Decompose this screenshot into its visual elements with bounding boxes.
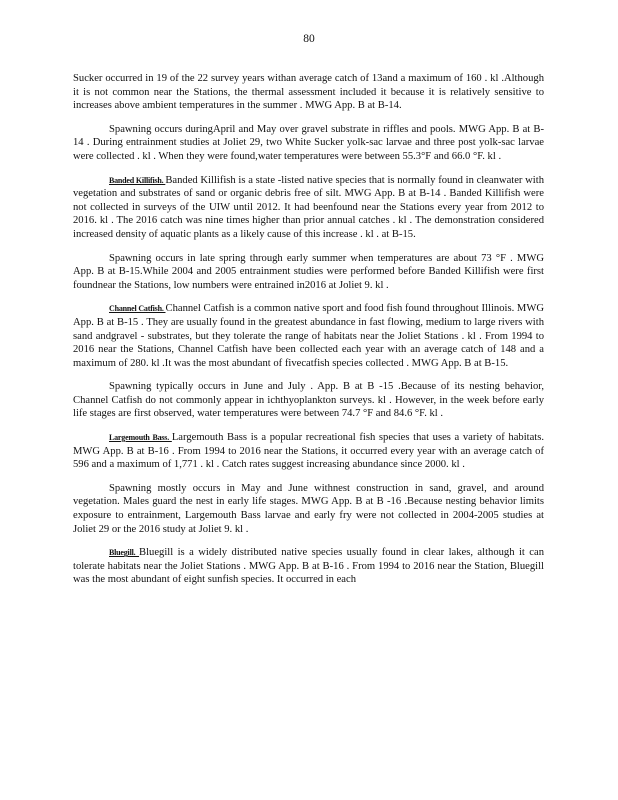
paragraph-text: Banded Killifish is a state -listed native species that is normally found in cleanwater with vegetation and substrates of sand or organic debris free of silt. MWG App. B at B-14 . Banded Killifish were not collected in surveys of the UIW until 2012. It had beenfound near the Stations every year from 2012 to 2016. kl . The 2016 catch was nine times higher than prior annual catches . kl . The demonstration considered increased density of aquatic plants as a likely cause of this increase . kl . at B-15. [73, 174, 544, 240]
paragraph-text: Largemouth Bass is a popular recreational fish species that uses a variety of habitats. MWG App. B at B-16 . From 1994 to 2016 near the Stations, it occurred every year with an average catch of 596 and a maximum of 1,771 . kl . Catch rates suggest increasing abundance since 2000. kl . [73, 432, 544, 471]
species-heading: Channel Catfish. [109, 304, 166, 314]
paragraph-bluegill-occurrence [73, 546, 544, 587]
paragraph-text: Spawning mostly occurs in May and June withnest construction in sand, gravel, and around vegetation. Males guard the nest in early life stages. MWG App. B at B -16 .Because nesting behavior limits exposure to entrainment, Largemouth Bass larvae and early fry were not collected in 2004-2005 studies at Joliet 29 or the 2016 study at Joliet 9. kl . [73, 482, 544, 535]
paragraph-bass-occurrence [73, 431, 544, 472]
paragraph-text: Sucker occurred in 19 of the 22 survey years withan average catch of 13and a maximum of 160 . kl .Although it is not common near the Stations, the thermal assessment included it because it is relatively sensitive to increases above ambient temperatures in the summer . MWG App. B at B-14. [73, 73, 544, 112]
paragraph-catfish-occurrence [73, 302, 544, 370]
species-heading: Bluegill. [109, 548, 140, 558]
paragraph-killifish-spawning [73, 252, 544, 293]
paragraph-text: Bluegill is a widely distributed native species usually found in clear lakes, although it can tolerate habitats near the Joliet Stations . MWG App. B at B-16 . From 1994 to 2016 near the Station, Bluegill was the most abundant of eight sunfish species. It occurred in each [73, 547, 544, 586]
paragraph-catfish-spawning [73, 380, 544, 421]
paragraph-sucker-occurrence [73, 72, 544, 113]
paragraph-text: Spawning typically occurs in June and July . App. B at B -15 .Because of its nesting behavior, Channel Catfish do not commonly appear in ichthyoplankton surveys. kl . However, in the week before early life stages are first observed, water temperatures were between 74.7 °F and 84.6 °F. kl . [73, 381, 544, 420]
paragraph-text: Channel Catfish is a common native sport and food fish found throughout Illinois. MWG App. B at B-15 . They are usually found in the greatest abundance in fast flowing, medium to large rivers with sand andgravel - substrates, but they tolerate the range of habitats near the Joliet Stations . kl . From 1994 to 2016 near the Stations, Channel Catfish have been collected each year with an average catch of 148 and a maximum of 280. kl .It was the most abundant of fivecatfish species collected . MWG App. B at B-15. [73, 303, 544, 369]
paragraph-killifish-occurrence [73, 174, 544, 242]
paragraph-text: Spawning occurs in late spring through early summer when temperatures are about 73 °F . MWG App. B at B-15.While 2004 and 2005 entrainment studies were performed before Banded Killifish were first foundnear the Stations, low numbers were entrained in2016 at Joliet 9. kl . [73, 252, 544, 291]
page-body [73, 72, 544, 597]
species-heading: Largemouth Bass. [109, 433, 172, 443]
page-number: 80 [303, 33, 315, 45]
species-heading: Banded Killifish. [109, 175, 166, 185]
paragraph-sucker-spawning [73, 123, 544, 164]
paragraph-text: Spawning occurs duringApril and May over gravel substrate in riffles and pools. MWG App. B at B-14 . During entrainment studies at Joliet 29, two White Sucker yolk-sac larvae and three post yolk-sac larvae were collected . kl . When they were found,water temperatures were between 55.3°F and 66.0 °F. kl . [73, 123, 544, 162]
paragraph-bass-spawning [73, 482, 544, 536]
